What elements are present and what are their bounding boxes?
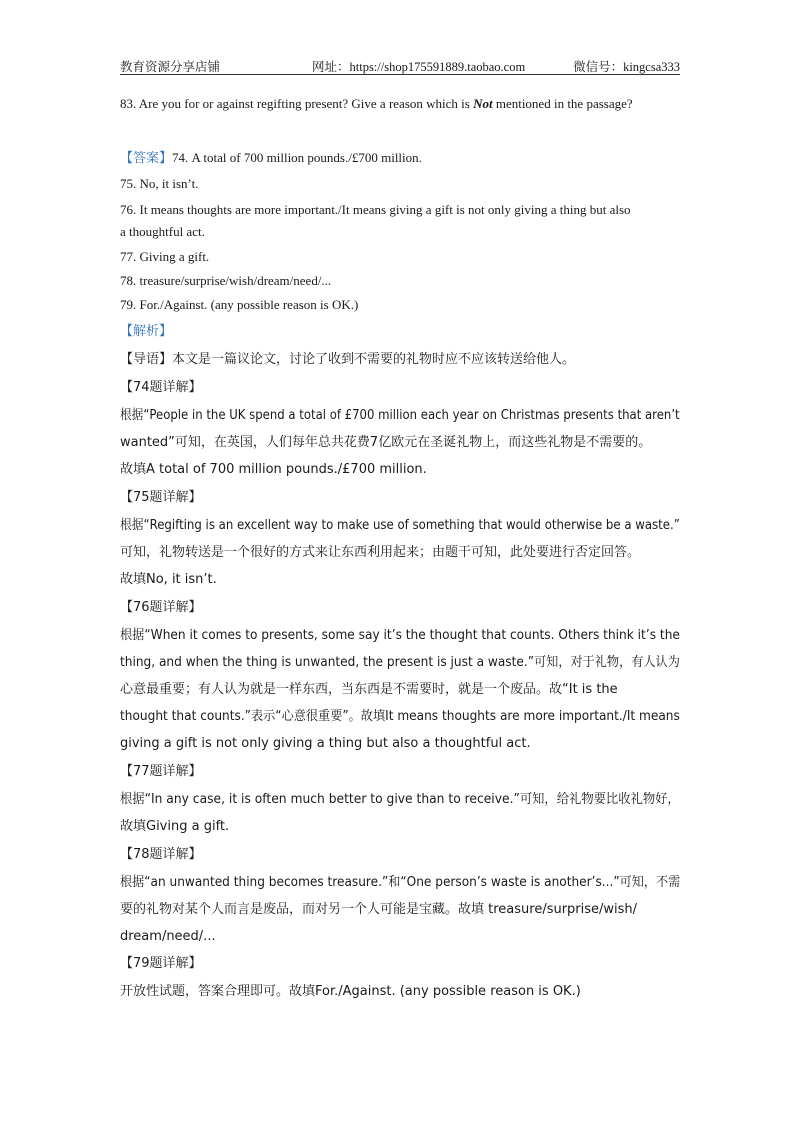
detail-75-line-3: 故填No, it isn’t.: [120, 572, 217, 587]
detail-74-line-2: wanted”可知，在英国，人们每年总共花费7亿欧元在圣诞礼物上，而这些礼物是不需要的。: [120, 435, 652, 450]
detail-75-line-1: 根据“Regifting is an excellent way to make use of something that would otherwise be a waste.”: [120, 518, 680, 533]
detail-77-line-2: 故填Giving a gift.: [120, 819, 230, 834]
heading-78: 【78题详解】: [120, 847, 202, 862]
detail-74-line-3: 故填A total of 700 million pounds./£700 million.: [120, 462, 427, 477]
answer-76-line-1: 76. It means thoughts are more important./It means giving a gift is not only giving a thing but also: [120, 202, 631, 217]
question-83: [120, 95, 633, 113]
heading-79: 【79题详解】: [120, 956, 202, 971]
answer-74: [120, 149, 422, 168]
answer-tag: 【答案】: [120, 151, 173, 166]
detail-76-line-1: 根据“When it comes to presents, some say it’s the thought that counts. Others think it’s the: [120, 628, 680, 643]
detail-76-line-3: 心意最重要；有人认为就是一样东西，当东西是不需要时，就是一个废品。故“It is the: [120, 682, 618, 697]
heading-77: 【77题详解】: [120, 764, 202, 779]
detail-79-line-1: 开放性试题，答案合理即可。故填For./Against. (any possible reason is OK.): [120, 984, 581, 999]
page-header: [120, 56, 680, 75]
answer-79: 79. For./Against. (any possible reason is OK.): [120, 297, 359, 312]
shop-name: 教育资源分享店铺: [120, 59, 221, 74]
detail-77-line-1: 根据“In any case, it is often much better to give than to receive.”可知，给礼物要比收礼物好，: [120, 792, 680, 807]
detail-76-line-4: thought that counts.”表示“心意很重要”。故填It means thoughts are more important./It means: [120, 709, 680, 724]
analysis-tag: 【解析】: [120, 324, 173, 339]
answer-78: 78. treasure/surprise/wish/dream/need/...: [120, 273, 332, 288]
answer-75: 75. No, it isn’t.: [120, 176, 199, 191]
heading-75: 【75题详解】: [120, 490, 202, 505]
question-83-suffix: mentioned in the passage?: [492, 96, 633, 111]
answer-77: 77. Giving a gift.: [120, 249, 210, 264]
question-83-prefix: 83. Are you for or against regifting present? Give a reason which is: [120, 96, 474, 111]
answer-76-line-2: a thoughtful act.: [120, 224, 205, 239]
analysis-intro: 【导语】本文是一篇议论文，讨论了收到不需要的礼物时应不应该转送给他人。: [120, 352, 576, 367]
heading-74: 【74题详解】: [120, 380, 202, 395]
detail-78-line-3: dream/need/...: [120, 929, 216, 944]
detail-76-line-2: thing, and when the thing is unwanted, the present is just a waste.”可知，对于礼物，有人认为: [120, 655, 680, 670]
detail-78-line-2: 要的礼物对某个人而言是废品，而对另一个人可能是宝藏。故填 treasure/surprise/wish/: [120, 902, 638, 917]
shop-url: 网址：https://shop175591889.taobao.com: [312, 60, 526, 74]
wechat-id: 微信号：kingcsa333: [573, 60, 680, 74]
heading-76: 【76题详解】: [120, 600, 202, 615]
detail-78-line-1: 根据“an unwanted thing becomes treasure.”和“One person’s waste is another’s...”可知，不需: [120, 875, 681, 890]
detail-75-line-2: 可知，礼物转送是一个很好的方式来让东西利用起来；由题干可知，此处要进行否定回答。: [120, 545, 641, 560]
detail-74-line-1: 根据“People in the UK spend a total of £700 million each year on Christmas presents that aren’t: [120, 408, 680, 423]
answer-74-text: 74. A total of 700 million pounds./£700 million.: [172, 150, 422, 165]
detail-76-line-5: giving a gift is not only giving a thing but also a thoughtful act.: [120, 736, 531, 751]
question-83-emphasis: Not: [473, 96, 493, 111]
